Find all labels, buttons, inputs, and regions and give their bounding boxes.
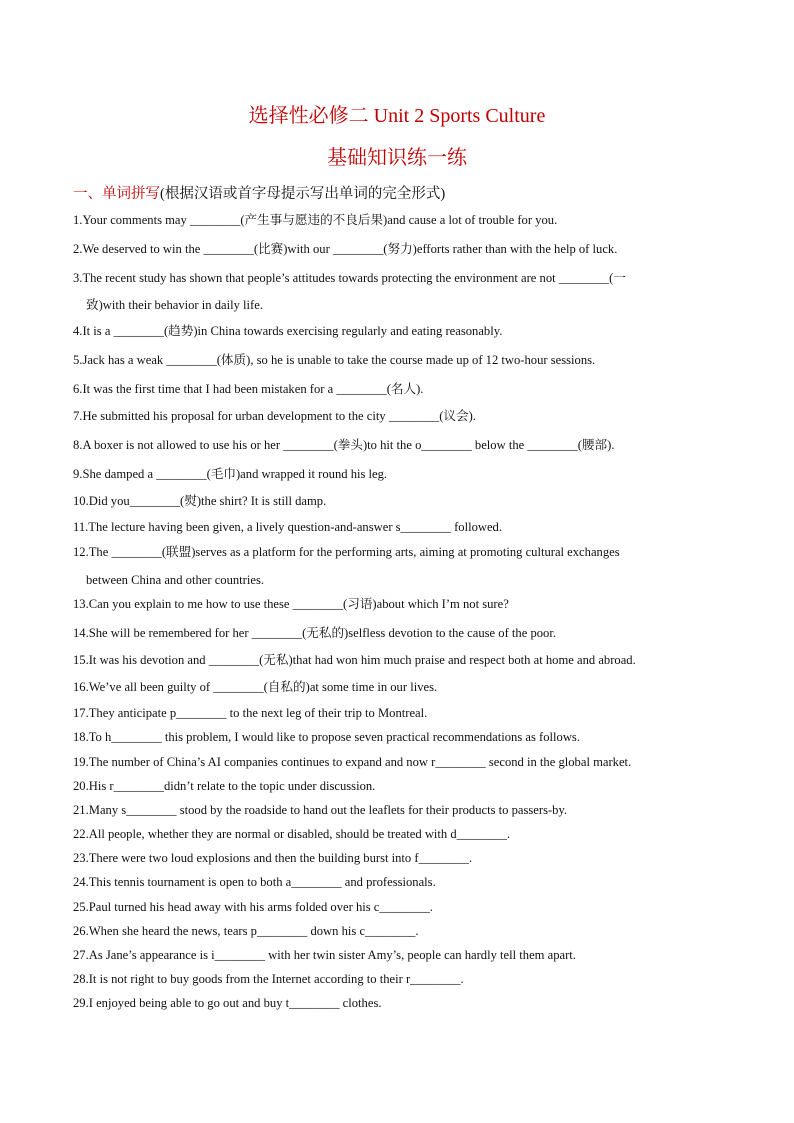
question-item-continued: between China and other countries. [86,573,265,587]
question-item: 1.Your comments may ________(产生事与愿违的不良后果)and cause a lot of trouble for you. [73,213,558,227]
question-item: 29.I enjoyed being able to go out and buy t________ clothes. [73,996,382,1010]
question-item: 23.There were two loud explosions and then the building burst into f________. [73,851,473,865]
question-item: 22.All people, whether they are normal or disabled, should be treated with d________. [73,827,511,841]
question-item: 11.The lecture having been given, a lively question-and-answer s________ followed. [73,520,502,534]
section-instruction: (根据汉语或首字母提示写出单词的完全形式) [160,186,446,202]
question-item: 27.As Jane’s appearance is i________ with her twin sister Amy’s, people can hardly tell them apart. [73,948,576,962]
question-item: 19.The number of China’s AI companies continues to expand and now r________ second in the global market. [73,755,632,769]
question-item: 12.The ________(联盟)serves as a platform for the performing arts, aiming at promoting cultural exchanges [73,545,620,559]
section-heading: 一、单词拼写 [73,186,160,202]
question-item: 15.It was his devotion and ________(无私)that had won him much praise and respect both at home and abroad. [73,653,636,667]
question-item: 18.To h________ this problem, I would like to propose seven practical recommendations as follows. [73,730,580,744]
question-item: 2.We deserved to win the ________(比赛)with our ________(努力)efforts rather than with the help of luck. [73,242,618,256]
question-item: 6.It was the first time that I had been mistaken for a ________(名人). [73,382,424,396]
question-item: 14.She will be remembered for her ________(无私的)selfless devotion to the cause of the poor. [73,626,556,640]
question-item: 25.Paul turned his head away with his arms folded over his c________. [73,900,433,914]
question-item: 24.This tennis tournament is open to both a________ and professionals. [73,875,436,889]
question-item: 7.He submitted his proposal for urban development to the city ________(议会). [73,409,476,423]
question-item: 17.They anticipate p________ to the next leg of their trip to Montreal. [73,706,428,720]
question-item: 21.Many s________ stood by the roadside to hand out the leaflets for their products to passers-by. [73,803,568,817]
question-item: 9.She damped a ________(毛巾)and wrapped it round his leg. [73,467,388,481]
question-item: 8.A boxer is not allowed to use his or her ________(拳头)to hit the o________ below the ________(腰部). [73,438,615,452]
question-item: 26.When she heard the news, tears p________ down his c________. [73,924,419,938]
question-item: 16.We’ve all been guilty of ________(自私的)at some time in our lives. [73,680,438,694]
question-item-continued: 致)with their behavior in daily life. [86,298,263,312]
question-item: 4.It is a ________(趋势)in China towards exercising regularly and eating reasonably. [73,324,503,338]
question-item: 20.His r________didn’t relate to the topic under discussion. [73,779,376,793]
question-item: 3.The recent study has shown that people’s attitudes towards protecting the environment are not ________(一 [73,271,626,285]
document-title: 选择性必修二 Unit 2 Sports Culture [248,105,546,127]
question-item: 10.Did you________(熨)the shirt? It is still damp. [73,494,327,508]
question-item: 13.Can you explain to me how to use these ________(习语)about which I’m not sure? [73,597,509,611]
question-item: 28.It is not right to buy goods from the Internet according to their r________. [73,972,464,986]
document-subtitle: 基础知识练一练 [327,147,467,169]
question-item: 5.Jack has a weak ________(体质), so he is unable to take the course made up of 12 two-hour sessions. [73,353,596,367]
